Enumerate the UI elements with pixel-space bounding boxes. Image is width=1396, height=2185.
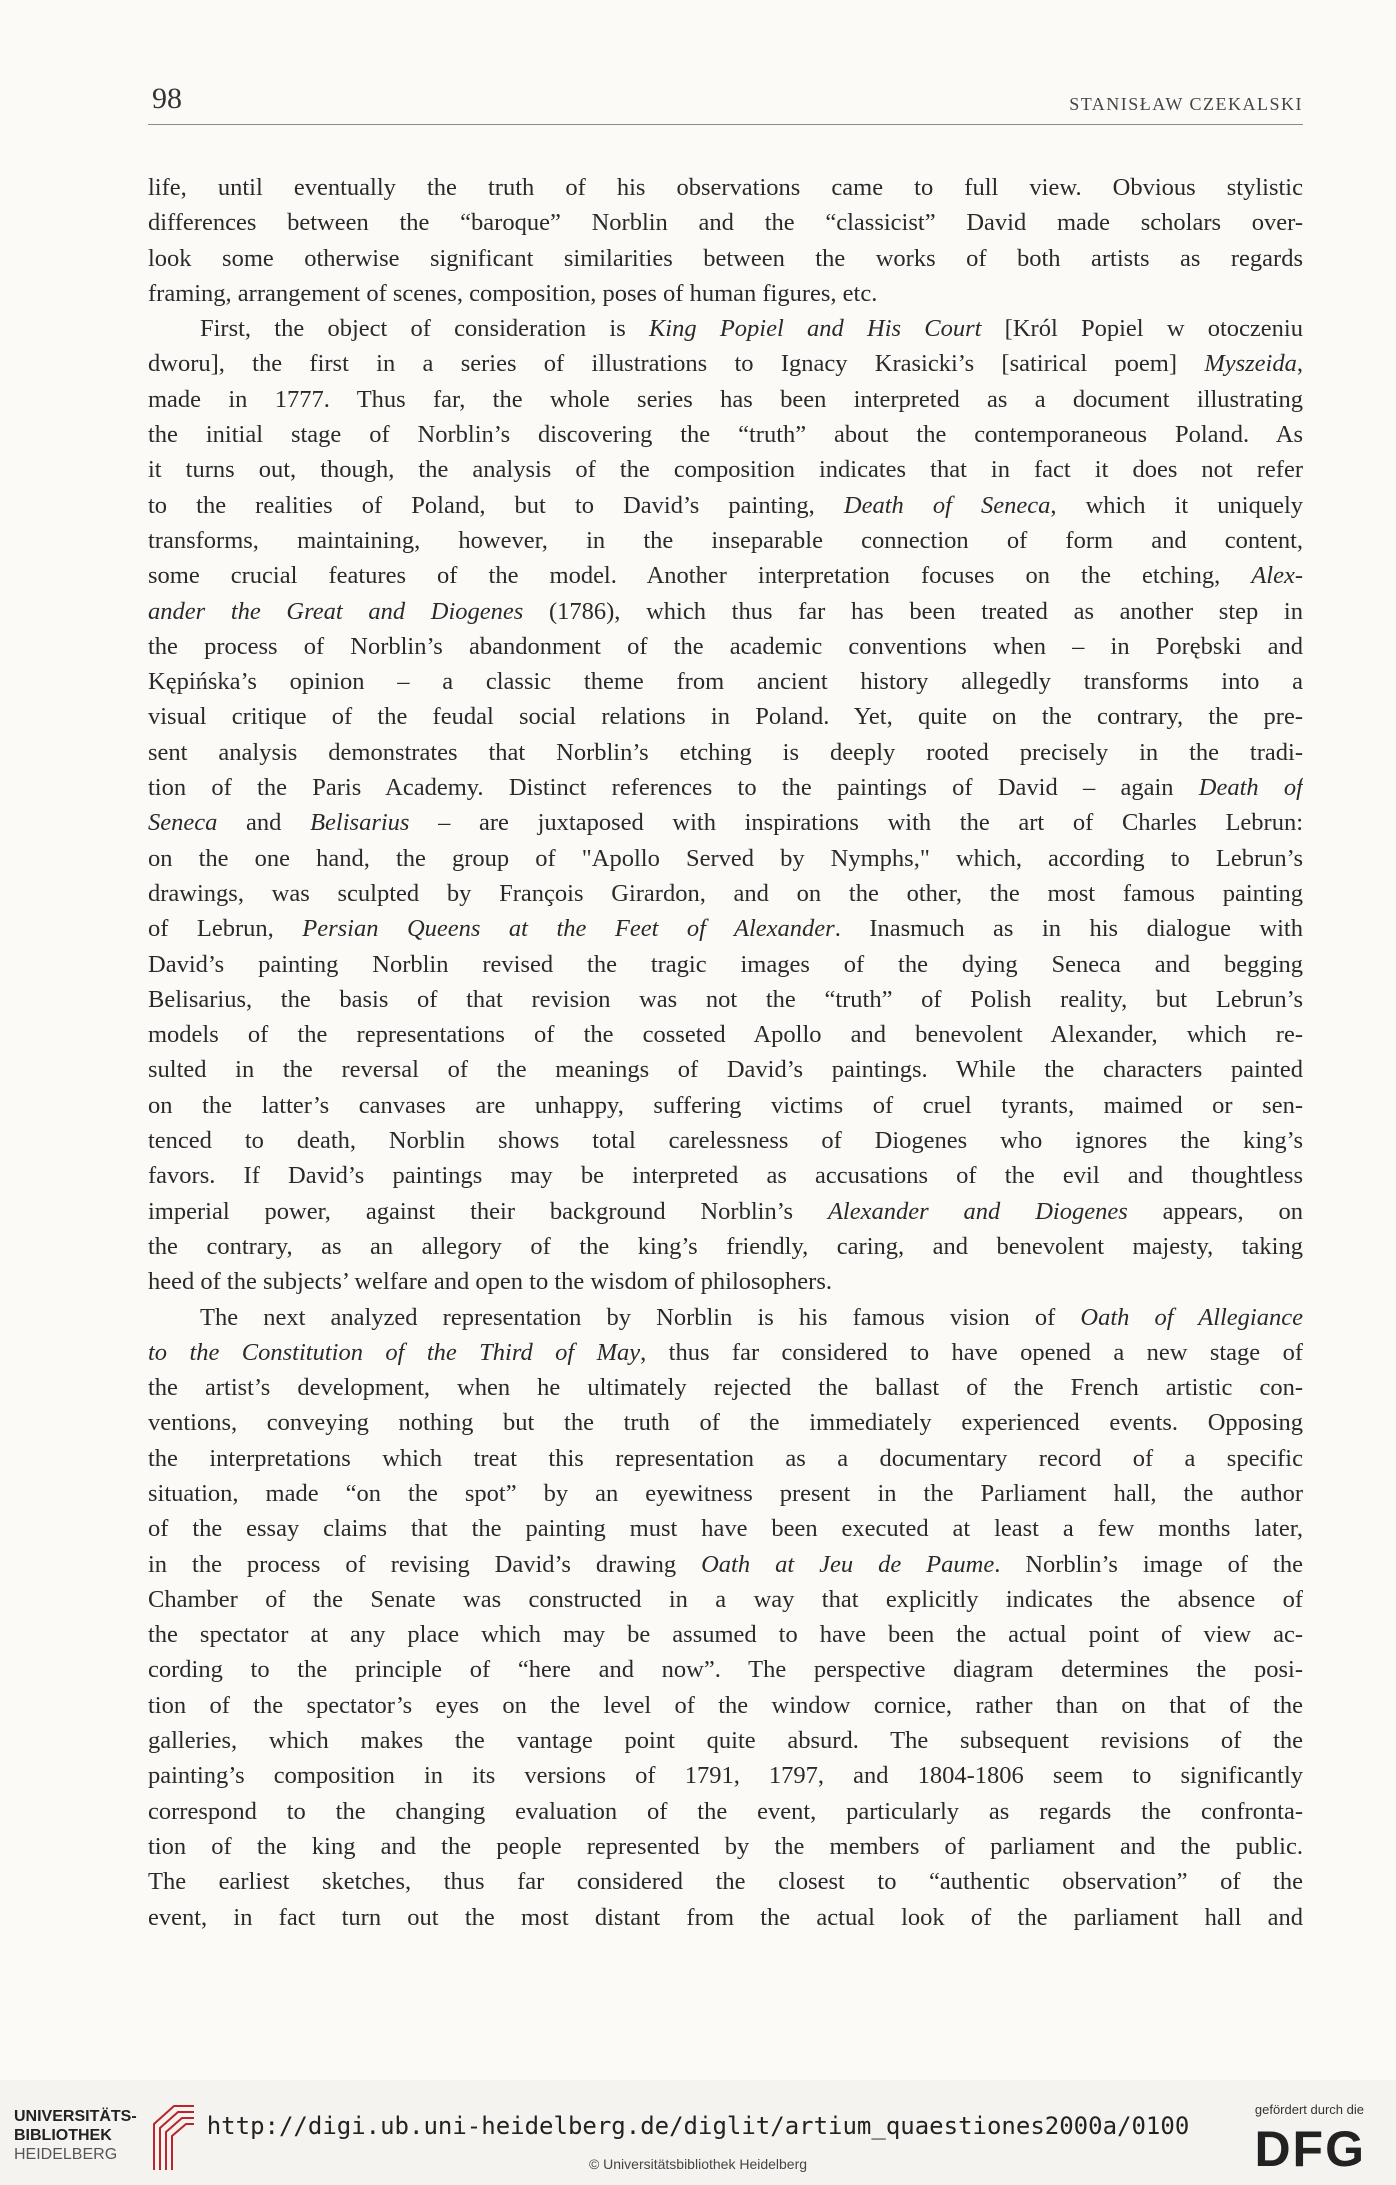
text-line: painting’s composition in its versions of 1791, 1797, and 1804-1806 seem to significantly bbox=[148, 1762, 1303, 1790]
text-line: Kępińska’s opinion – a classic theme from ancient history allegedly transforms into a bbox=[148, 668, 1303, 696]
text-line: First, the object of consideration is King Popiel and His Court [Król Popiel w otoczeniu bbox=[200, 315, 1303, 343]
text-line: heed of the subjects’ welfare and open to the wisdom of philosophers. bbox=[148, 1268, 833, 1296]
text-line: differences between the “baroque” Norblin and the “classicist” David made scholars over- bbox=[148, 209, 1303, 237]
body-text bbox=[148, 170, 1303, 1935]
funding-label: gefördert durch die bbox=[1254, 2102, 1364, 2117]
text-line: made in 1777. Thus far, the whole series has been interpreted as a document illustrating bbox=[148, 385, 1303, 413]
text-line: the process of Norblin’s abandonment of the academic conventions when – in Porębski and bbox=[148, 632, 1303, 660]
text-line: on the one hand, the group of "Apollo Served by Nymphs," which, according to Lebrun’s bbox=[148, 844, 1303, 872]
text-line: in the process of revising David’s drawing Oath at Jeu de Paume. Norblin’s image of the bbox=[148, 1550, 1303, 1578]
text-line: the interpretations which treat this representation as a documentary record of a specific bbox=[148, 1444, 1303, 1472]
page-header bbox=[148, 82, 1303, 125]
text-line: the artist’s development, when he ultimately rejected the ballast of the French artistic con- bbox=[148, 1374, 1303, 1402]
text-line: event, in fact turn out the most distant from the actual look of the parliament hall and bbox=[148, 1903, 1303, 1931]
text-line: ander the Great and Diogenes (1786), which thus far has been treated as another step in bbox=[148, 597, 1303, 625]
text-line: tenced to death, Norblin shows total carelessness of Diogenes who ignores the king’s bbox=[148, 1127, 1303, 1155]
text-line: models of the representations of the cosseted Apollo and benevolent Alexander, which re- bbox=[148, 1021, 1303, 1049]
running-head: STANISŁAW CZEKALSKI bbox=[1069, 94, 1303, 114]
text-line: it turns out, though, the analysis of the composition indicates that in fact it does not refer bbox=[148, 456, 1303, 484]
text-line: to the Constitution of the Third of May, thus far considered to have opened a new stage of bbox=[148, 1338, 1303, 1366]
library-name-line-3: HEIDELBERG bbox=[14, 2146, 118, 2163]
library-name-line-2: BIBLIOTHEK bbox=[14, 2127, 112, 2144]
text-line: galleries, which makes the vantage point quite absurd. The subsequent revisions of the bbox=[148, 1727, 1303, 1755]
text-line: sent analysis demonstrates that Norblin’s etching is deeply rooted precisely in the tradi- bbox=[148, 738, 1303, 766]
text-line: the initial stage of Norblin’s discovering the “truth” about the contemporaneous Poland. As bbox=[148, 421, 1303, 449]
text-line: The next analyzed representation by Norblin is his famous vision of Oath of Allegiance bbox=[200, 1303, 1303, 1331]
copyright-notice: © Universitätsbibliothek Heidelberg bbox=[588, 2156, 808, 2172]
text-line: Seneca and Belisarius – are juxtaposed with inspirations with the art of Charles Lebrun: bbox=[148, 809, 1303, 837]
text-line: to the realities of Poland, but to David’s painting, Death of Seneca, which it uniquely bbox=[148, 491, 1303, 519]
text-line: of the essay claims that the painting must have been executed at least a few months later, bbox=[148, 1515, 1303, 1543]
text-line: on the latter’s canvases are unhappy, suffering victims of cruel tyrants, maimed or sen- bbox=[148, 1091, 1303, 1119]
text-line: framing, arrangement of scenes, composition, poses of human figures, etc. bbox=[148, 279, 878, 307]
text-line: David’s painting Norblin revised the tragic images of the dying Seneca and begging bbox=[148, 950, 1303, 978]
text-line: of Lebrun, Persian Queens at the Feet of Alexander. Inasmuch as in his dialogue with bbox=[148, 915, 1303, 943]
page-number: 98 bbox=[152, 82, 182, 115]
text-line: visual critique of the feudal social relations in Poland. Yet, quite on the contrary, the pre- bbox=[148, 703, 1303, 731]
dfg-logo: DFG bbox=[1254, 2121, 1366, 2177]
text-line: The earliest sketches, thus far considered the closest to “authentic observation” of the bbox=[148, 1868, 1303, 1896]
text-line: sulted in the reversal of the meanings of David’s paintings. While the characters painted bbox=[148, 1056, 1303, 1084]
text-line: tion of the spectator’s eyes on the level of the window cornice, rather than on that of the bbox=[148, 1691, 1303, 1719]
text-line: tion of the Paris Academy. Distinct references to the paintings of David – again Death of bbox=[148, 774, 1303, 802]
text-line: correspond to the changing evaluation of the event, particularly as regards the confronta- bbox=[148, 1797, 1303, 1825]
library-name-line-1: UNIVERSITÄTS- bbox=[14, 2108, 137, 2125]
text-line: drawings, was sculpted by François Girardon, and on the other, the most famous painting bbox=[148, 879, 1303, 907]
text-line: Chamber of the Senate was constructed in a way that explicitly indicates the absence of bbox=[148, 1585, 1303, 1613]
text-line: dworu], the first in a series of illustrations to Ignacy Krasicki’s [satirical poem] Myszeida, bbox=[148, 350, 1303, 378]
text-line: look some otherwise significant similarities between the works of both artists as regards bbox=[148, 244, 1303, 272]
text-line: tion of the king and the people represented by the members of parliament and the public. bbox=[148, 1832, 1303, 1860]
text-line: imperial power, against their background Norblin’s Alexander and Diogenes appears, on bbox=[148, 1197, 1303, 1225]
text-line: cording to the principle of “here and now”. The perspective diagram determines the posi- bbox=[148, 1656, 1303, 1684]
text-line: some crucial features of the model. Another interpretation focuses on the etching, Alex- bbox=[148, 562, 1303, 590]
text-line: life, until eventually the truth of his observations came to full view. Obvious stylistic bbox=[148, 174, 1303, 201]
text-line: the contrary, as an allegory of the king’s friendly, caring, and benevolent majesty, taking bbox=[148, 1232, 1303, 1260]
text-line: ventions, conveying nothing but the truth of the immediately experienced events. Opposing bbox=[148, 1409, 1303, 1437]
text-line: transforms, maintaining, however, in the inseparable connection of form and content, bbox=[148, 526, 1303, 554]
text-line: the spectator at any place which may be assumed to have been the actual point of view ac- bbox=[148, 1621, 1303, 1649]
text-line: favors. If David’s paintings may be interpreted as accusations of the evil and thoughtless bbox=[148, 1162, 1303, 1190]
text-line: situation, made “on the spot” by an eyewitness present in the Parliament hall, the author bbox=[148, 1479, 1303, 1507]
text-line: Belisarius, the basis of that revision was not the “truth” of Polish reality, but Lebrun’s bbox=[148, 985, 1303, 1013]
source-url-link[interactable]: http://digi.ub.uni-heidelberg.de/diglit/artium_quaestiones2000a/0100 bbox=[206, 2112, 1190, 2140]
